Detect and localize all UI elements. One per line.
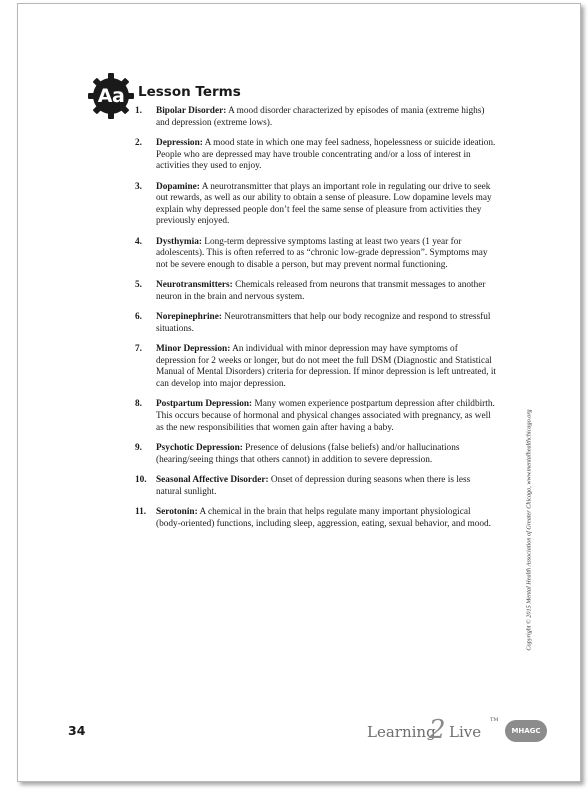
- logo-number-two: 2: [429, 715, 446, 745]
- term-name: Dopamine:: [156, 181, 200, 192]
- term-item: [135, 237, 497, 272]
- term-name: Psychotic Depression:: [156, 443, 243, 454]
- term-name: Dysthymia:: [156, 236, 202, 247]
- section-title: Lesson Terms: [138, 84, 241, 100]
- term-definition: A mood state in which one may feel sadness, hopelessness or suicide ideation. People who are depressed may have trouble concentrating and/or a loss of interest in activities they used to enjoy.: [156, 137, 496, 172]
- term-item: [135, 399, 497, 434]
- term-definition: A mood disorder characterized by episodes of mania (extreme highs) and depression (extreme lows).: [156, 106, 485, 128]
- term-number: 11.: [135, 507, 147, 517]
- logo-word-learning: Learning: [367, 723, 436, 741]
- learning2live-logo: [367, 715, 505, 749]
- term-definition: A chemical in the brain that helps regulate many important physiological (body-oriented) functions, including sleep, aggression, eating, sexual behavior, and mood.: [156, 507, 492, 529]
- trademark-mark: TM: [490, 717, 499, 723]
- page-number: 34: [68, 723, 86, 738]
- term-item: [135, 507, 497, 530]
- term-number: 8.: [135, 399, 142, 410]
- term-number: 5.: [135, 280, 142, 291]
- term-number: 10.: [135, 475, 147, 486]
- term-definition: Presence of delusions (false beliefs) and/or hallucinations (hearing/seeing things that others cannot) in addition to severe depression.: [156, 443, 460, 465]
- term-definition: Many women experience postpartum depression after childbirth. This occurs because of hormonal and physical changes associated with pregnancy, as well as the new responsibilities that women gain after having a baby.: [156, 399, 495, 433]
- term-item: [135, 280, 497, 303]
- term-number: 4.: [135, 236, 142, 247]
- term-item: [135, 475, 497, 498]
- term-number: 2.: [135, 137, 142, 148]
- term-item: [135, 443, 497, 466]
- term-name: Minor Depression:: [156, 344, 231, 355]
- term-definition: Long-term depressive symptoms lasting at least two years (1 year for adolescents). This is often referred to as “chronic low-grade depression”. Symptoms may not be severe enough to disable a person, but may prevent normal functioning.: [156, 236, 488, 270]
- gear-icon: [87, 72, 135, 120]
- term-definition: Neurotransmitters that help our body recognize and respond to stressful situations.: [156, 312, 491, 334]
- term-item: [135, 106, 497, 129]
- term-name: Serotonin:: [156, 507, 198, 517]
- term-name: Depression:: [156, 137, 203, 148]
- term-name: Norepinephrine:: [156, 312, 222, 323]
- terms-list: [135, 106, 497, 539]
- term-number: 9.: [135, 443, 142, 454]
- term-item: [135, 182, 497, 228]
- term-item: [135, 138, 497, 173]
- term-definition: A neurotransmitter that plays an important role in regulating our drive to seek out rewards, as well as our ability to obtain a sense of pleasure. Low dopamine levels may explain why depressed people don’t feel the same sense of pleasure from activities they previously enjoyed.: [156, 181, 492, 227]
- term-name: Bipolar Disorder:: [156, 106, 227, 116]
- term-definition: An individual with minor depression may have symptoms of depression for 2 weeks or longer, but do not meet the full DSM (Diagnostic and Statistical Manual of Mental Disorders) criteria for depression. If minor depression is left untreated, it can develop into major depression.: [156, 344, 497, 390]
- term-number: 7.: [135, 344, 142, 355]
- term-item: [135, 312, 497, 335]
- logo-word-live: Live: [449, 723, 482, 741]
- badge-text: Aa: [97, 85, 125, 107]
- term-definition: Onset of depression during seasons when there is less natural sunlight.: [156, 475, 471, 497]
- term-name: Postpartum Depression:: [156, 399, 253, 410]
- term-name: Neurotransmitters:: [156, 280, 233, 291]
- term-name: Seasonal Affective Disorder:: [156, 475, 269, 486]
- mhagc-logo: [505, 720, 547, 742]
- term-number: 6.: [135, 312, 142, 323]
- term-number: 1.: [135, 106, 142, 116]
- term-number: 3.: [135, 181, 142, 192]
- copyright-notice: Copyright © 2015 Mental Health Association of Greater Chicago, www.mentalhealthchicago.org: [525, 409, 533, 651]
- mhagc-logo-text: MHAGC: [511, 727, 541, 735]
- term-definition: Chemicals released from neurons that transmit messages to another neuron in the brain and nervous system.: [156, 280, 486, 302]
- term-item: [135, 344, 497, 390]
